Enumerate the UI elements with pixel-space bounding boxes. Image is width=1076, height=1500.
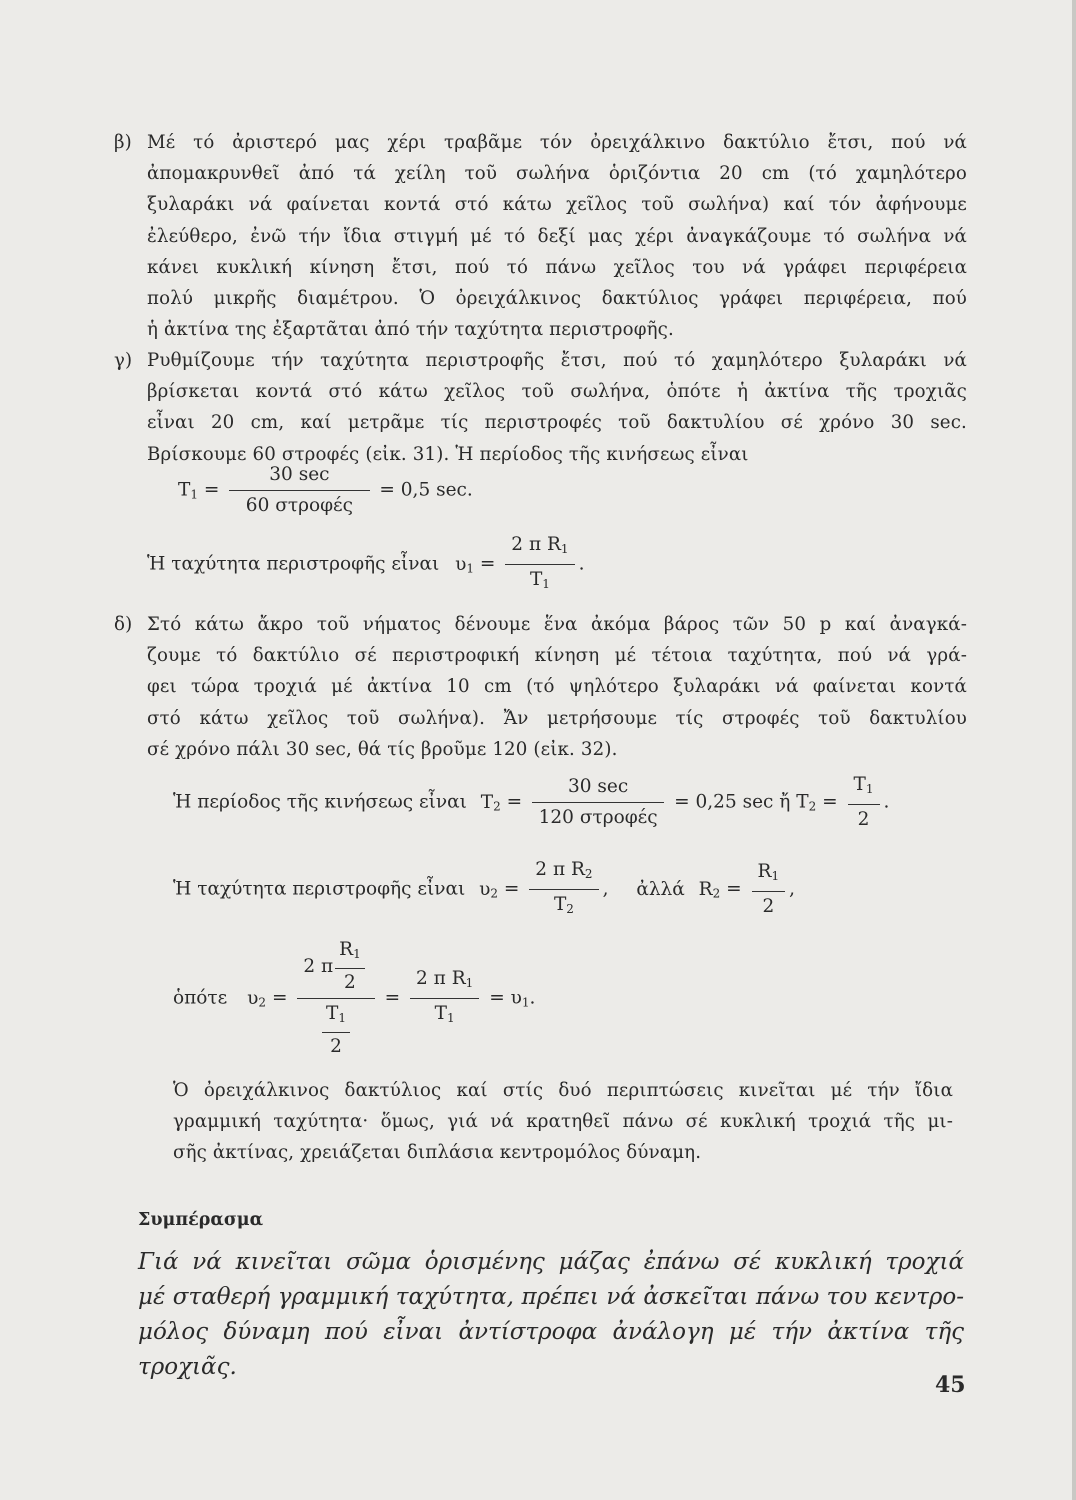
text-line: σῆς ἀκτίνας, χρειάζεται διπλάσια κεντρομόλος δύναμη. [173,1142,702,1164]
fraction: $\frac{T_1}{2}$ [848,772,880,833]
text-line: γραμμική ταχύτητα· ὅμως, γιά νά κρατηθεῖ πάνω σέ κυκλική τροχιά τῆς μι- [173,1111,953,1133]
paragraph-b [114,127,967,345]
fraction: $\frac{2 \pi R_2}{T_2}$ [529,857,598,922]
text-line: εἶναι 20 cm, καί μετρᾶμε τίς περιστροφές τοῦ δακτυλίου σέ χρόνο 30 sec. [147,412,967,434]
paragraph-final [173,1075,953,1169]
text-line: ξυλαράκι νά φαίνεται κοντά στό κάτω χεῖλος τοῦ σωλήνα) καί τόν ἀφήνουμε [147,194,967,216]
fraction: $\frac{30 \sec}{\text{60 στροφές}}$ [229,462,369,519]
text-line: ζουμε τό δακτύλιο σέ περιστροφική κίνηση μέ τέτοια ταχύτητα, πού νά γρά- [147,645,967,667]
equation-speed-v2-result: ὁπότε $\upsilon_2$ = 2 π $\frac{R_1}{2}$ $\frac{T_1}{2}$ = $\frac{2 \pi R_1}{T_1}$ = $\upsilon_1$. [173,937,535,1060]
equation-speed-v1: Ἡ ταχύτητα περιστροφῆς εἶναι $\upsilon_1$ = $\frac{2 \pi R_1}{T_1}$ . [147,532,584,597]
text-line: ἐλεύθερο, ἐνῶ τήν ἴδια στιγμή μέ τό δεξί μας χέρι ἀναγκάζουμε τό σωλήνα νά [147,225,967,247]
equation-speed-v2: Ἡ ταχύτητα περιστροφῆς εἶναι $\upsilon_2$ = $\frac{2 \pi R_2}{T_2}$ , ἀλλά $R_2$ = $\frac{R_1}{2}$ , [173,857,795,922]
text-line: Γιά νά κινεῖται σῶμα ὁρισμένης μάζας ἐπάνω σέ κυκλική τροχιά [138,1249,964,1275]
text-line: κάνει κυκλική κίνηση ἔτσι, πού τό πάνω χεῖλος του νά γράφει περιφέρεια [147,256,967,278]
page-number: 45 [935,1372,966,1398]
label-d: δ) [114,614,133,635]
label-g: γ) [114,350,133,371]
equation-period-t1: $T_1$ = $\frac{30 \sec}{\text{60 στροφές}}$ = 0,5 sec. [178,462,473,519]
text-line: φει τώρα τροχιά μέ ἀκτίνα 10 cm (τό ψηλότερο ξυλαράκι νά φαίνεται κοντά [147,676,967,698]
text-line: ἀπομακρυνθεῖ ἀπό τά χείλη τοῦ σωλήνα ὁριζόντια 20 cm (τό χαμηλότερο [147,163,967,185]
fraction: $\frac{2 \pi R_1}{T_1}$ [505,532,574,597]
text-line: στό κάτω χεῖλος τοῦ σωλήνα). Ἄν μετρήσουμε τίς στροφές τοῦ δακτυλίου [147,707,967,729]
text-line: ἡ ἀκτίνα της ἐξαρτᾶται ἀπό τήν ταχύτητα περιστροφῆς. [147,319,674,341]
fraction: $\frac{2 \pi R_1}{T_1}$ [410,966,479,1031]
text-line: σέ χρόνο πάλι 30 sec, θά τίς βροῦμε 120 (εἰκ. 32). [147,738,618,760]
text-line: πολύ μικρῆς διαμέτρου. Ὁ ὀρειχάλκινος δακτύλιος γράφει περιφέρεια, πού [147,288,967,310]
text-line: Μέ τό ἀριστερό μας χέρι τραβᾶμε τόν ὀρειχάλκινο δακτύλιο ἔτσι, πού νά [147,132,967,153]
paragraph-d [114,609,967,765]
fraction: $\frac{30 \sec}{\text{120 στροφές}}$ [532,774,664,831]
equation-period-t2: Ἡ περίοδος τῆς κινήσεως εἶναι $T_2$ = $\frac{30 \sec}{\text{120 στροφές}}$ = 0,25 sec ἤ $T_2$ = $\frac{T_1}{2}$ . [173,772,889,833]
label-b: β) [114,132,132,153]
text-line: βρίσκεται κοντά στό κάτω χεῖλος τοῦ σωλήνα, ὁπότε ἡ ἀκτίνα τῆς τροχιᾶς [147,381,967,403]
text-line: Ὁ ὀρειχάλκινος δακτύλιος καί στίς δυό περιπτώσεις κινεῖται μέ τήν ἴδια [173,1080,953,1101]
fraction: $\frac{R_1}{2}$ [752,859,786,920]
text-line: Βρίσκουμε 60 στροφές (εἰκ. 31). Ἡ περίοδος τῆς κινήσεως εἶναι [147,443,749,465]
text-line: Ρυθμίζουμε τήν ταχύτητα περιστροφῆς ἔτσι, πού τό χαμηλότερο ξυλαράκι νά [147,350,967,371]
conclusion-heading: Συμπέρασμα [138,1210,264,1230]
text-line: μόλος δύναμη πού εἶναι ἀντίστροφα ἀνάλογη μέ τήν ἀκτίνα τῆς τροχιᾶς. [138,1319,964,1380]
conclusion-text [138,1245,964,1385]
paragraph-g [114,345,967,470]
page-edge [1072,0,1076,1500]
compound-fraction: 2 π $\frac{R_1}{2}$ $\frac{T_1}{2}$ [297,937,374,1060]
text-line: μέ σταθερή γραμμική ταχύτητα, πρέπει νά ἀσκεῖται πάνω του κεντρο- [138,1284,964,1310]
text-line: Στό κάτω ἄκρο τοῦ νήματος δένουμε ἕνα ἀκόμα βάρος τῶν 50 p καί ἀναγκά- [147,614,967,635]
